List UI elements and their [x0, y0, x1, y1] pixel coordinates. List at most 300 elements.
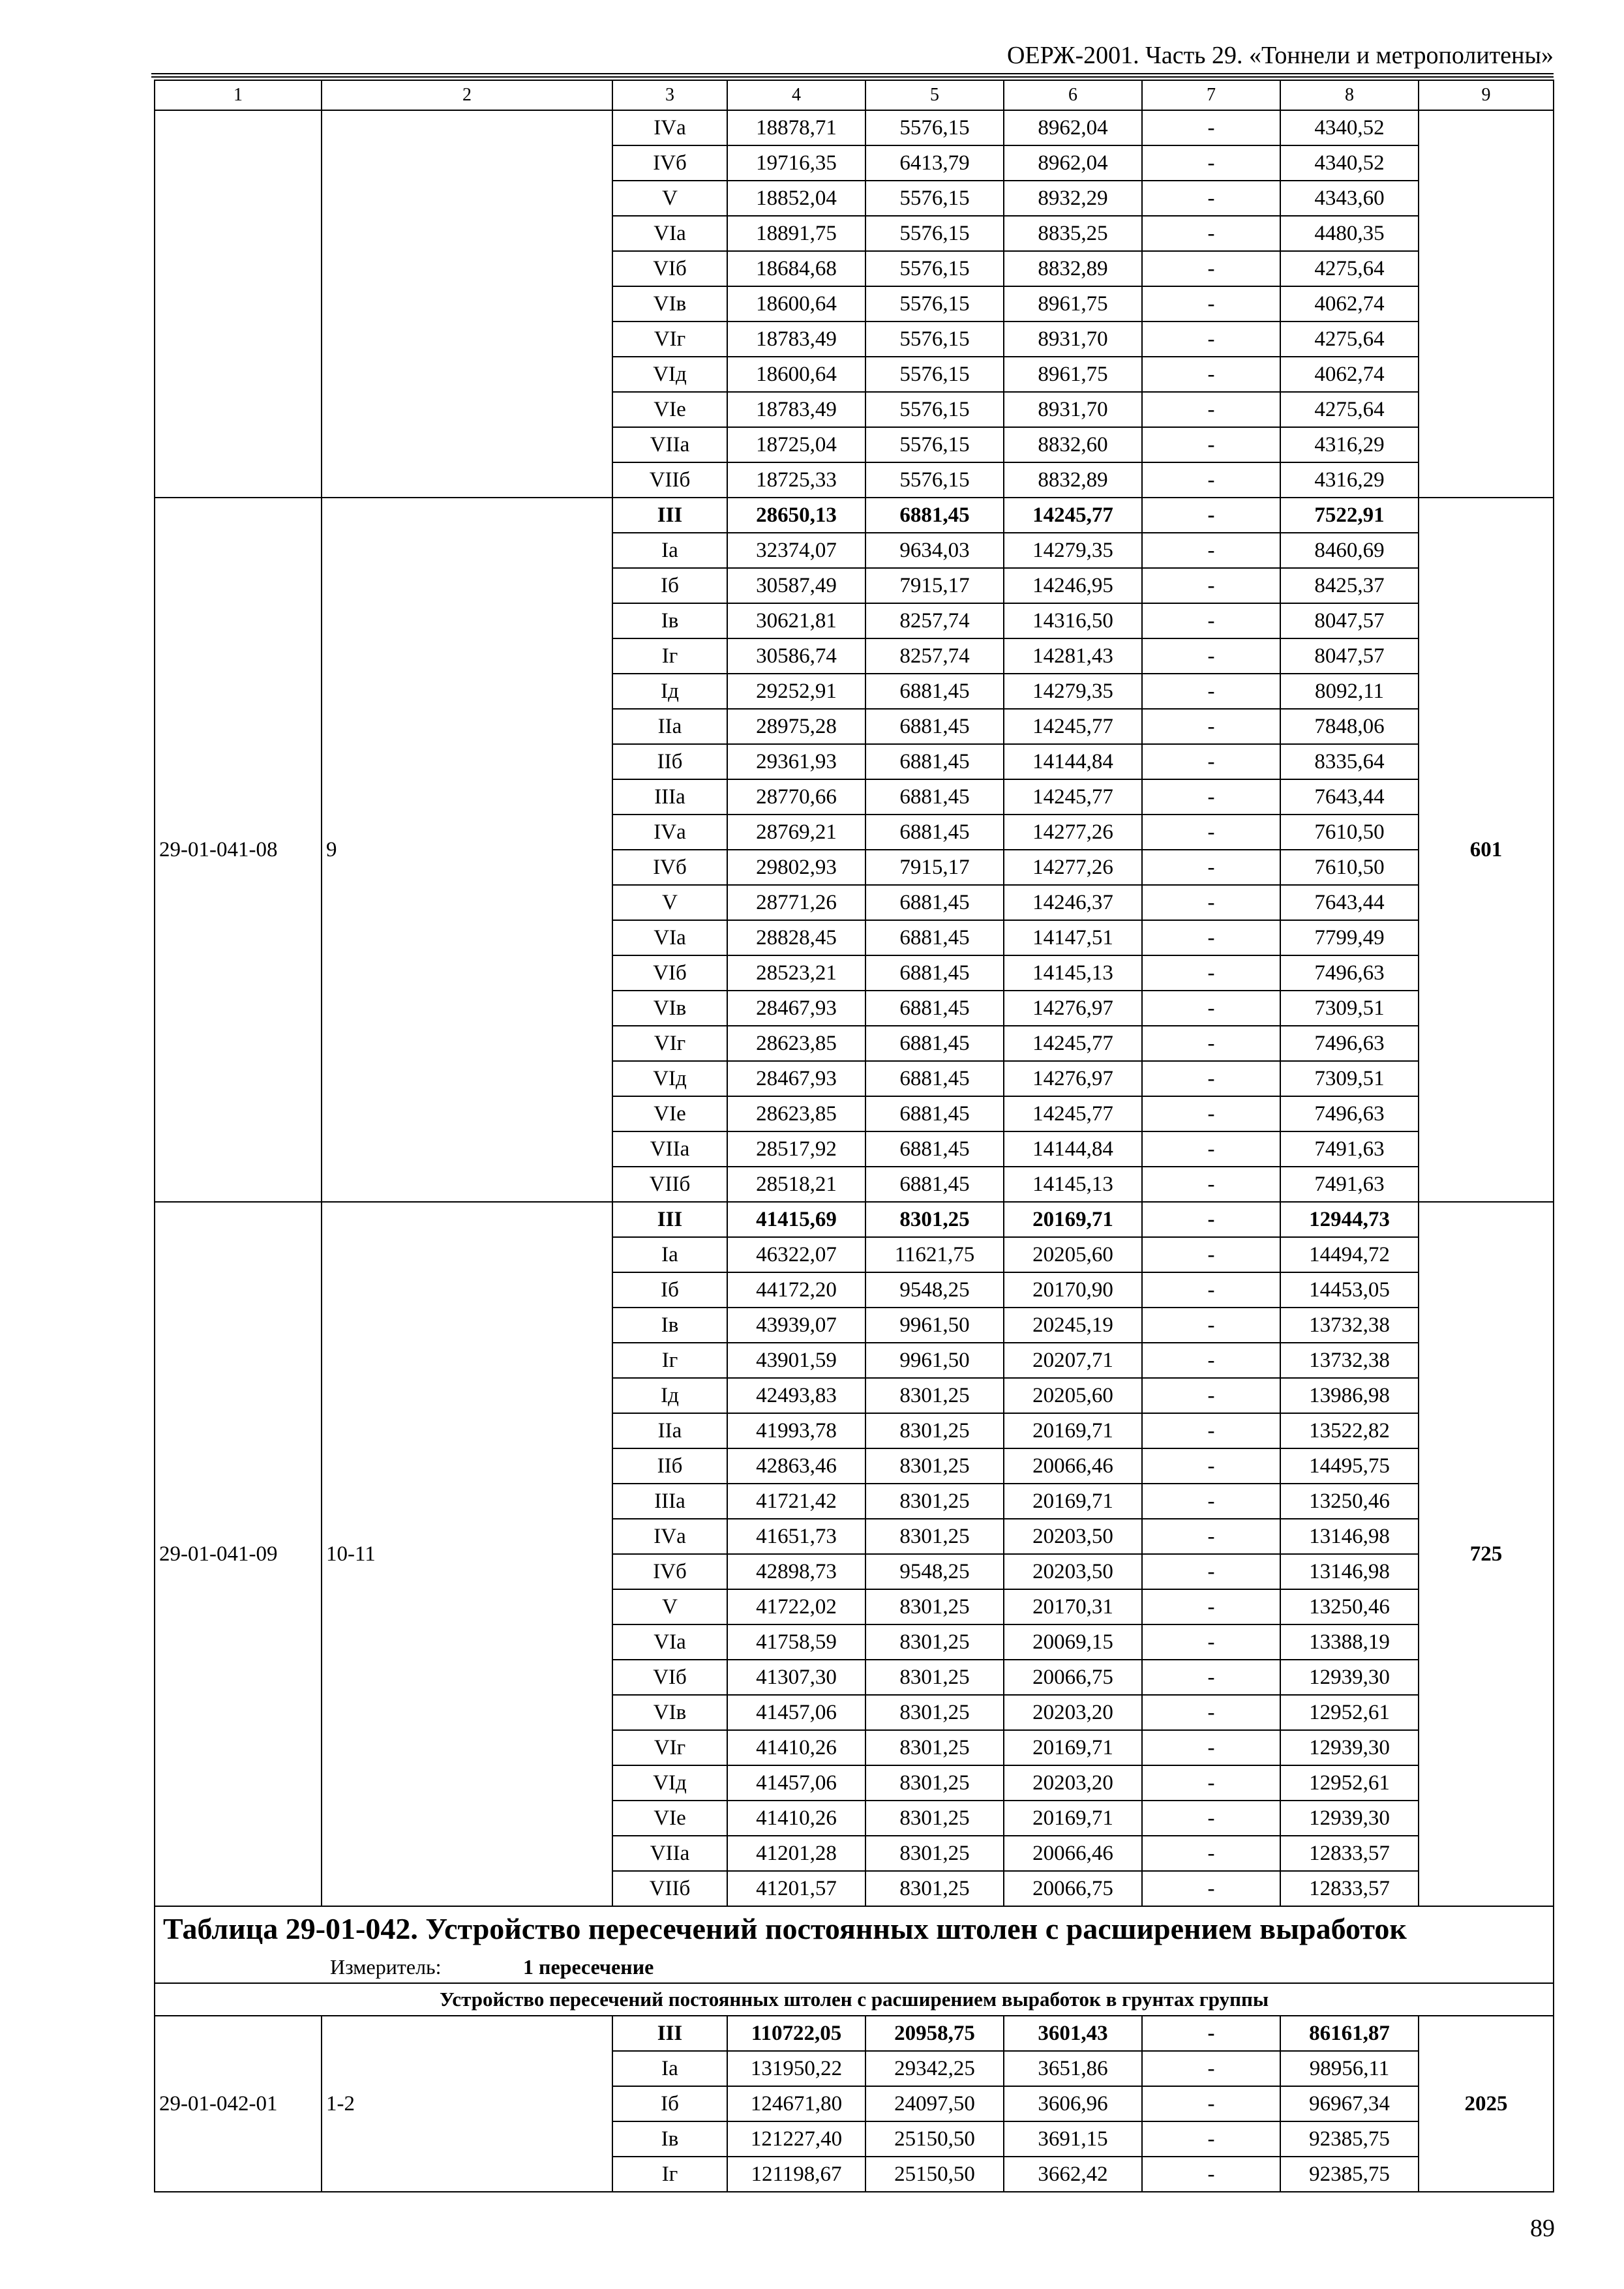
machine-cost: 8931,70	[1004, 392, 1142, 427]
total-cost: 41758,59	[727, 1624, 865, 1660]
machine-cost: 14144,84	[1004, 744, 1142, 779]
incl-wages: -	[1142, 991, 1280, 1026]
total-cost: 43939,07	[727, 1308, 865, 1343]
incl-wages: -	[1142, 885, 1280, 920]
wages: 5576,15	[865, 110, 1004, 145]
total-cost: 42863,46	[727, 1448, 865, 1484]
total-cost: 41415,69	[727, 1202, 865, 1237]
incl-wages: -	[1142, 1378, 1280, 1413]
materials: 7496,63	[1280, 955, 1419, 991]
wages: 8301,25	[865, 1765, 1004, 1801]
machine-cost: 14145,13	[1004, 955, 1142, 991]
materials: 13250,46	[1280, 1484, 1419, 1519]
materials: 7496,63	[1280, 1026, 1419, 1061]
incl-wages: -	[1142, 462, 1280, 498]
wages: 9961,50	[865, 1308, 1004, 1343]
labor-total	[1419, 110, 1554, 498]
wages: 8301,25	[865, 1624, 1004, 1660]
soil-group: IVа	[612, 815, 727, 850]
measure-label: Измеритель:	[330, 1955, 442, 1979]
soil-group: IVа	[612, 1519, 727, 1554]
machine-cost: 20205,60	[1004, 1378, 1142, 1413]
machine-cost: 20170,90	[1004, 1272, 1142, 1308]
wages: 8301,25	[865, 1660, 1004, 1695]
total-cost: 28517,92	[727, 1131, 865, 1167]
wages: 6881,45	[865, 1096, 1004, 1131]
machine-cost: 8962,04	[1004, 145, 1142, 181]
soil-group: IIIа	[612, 779, 727, 815]
total-cost: 18684,68	[727, 251, 865, 286]
incl-wages: -	[1142, 1519, 1280, 1554]
wages: 6881,45	[865, 744, 1004, 779]
incl-wages: -	[1142, 850, 1280, 885]
soil-group: VIв	[612, 286, 727, 322]
soil-group: IVа	[612, 110, 727, 145]
materials: 4062,74	[1280, 357, 1419, 392]
incl-wages: -	[1142, 744, 1280, 779]
wages: 7915,17	[865, 568, 1004, 603]
soil-group: Iд	[612, 674, 727, 709]
total-cost: 131950,22	[727, 2051, 865, 2086]
wages: 8301,25	[865, 1202, 1004, 1237]
section-row	[155, 1983, 1554, 2016]
machine-cost: 20066,46	[1004, 1448, 1142, 1484]
total-cost: 30587,49	[727, 568, 865, 603]
materials: 4343,60	[1280, 181, 1419, 216]
incl-wages: -	[1142, 709, 1280, 744]
incl-wages: -	[1142, 2086, 1280, 2121]
range-cell: 10-11	[322, 1202, 612, 1906]
wages: 6881,45	[865, 709, 1004, 744]
materials: 4340,52	[1280, 145, 1419, 181]
rates-table	[154, 80, 1554, 2192]
machine-cost: 20245,19	[1004, 1308, 1142, 1343]
incl-wages: -	[1142, 568, 1280, 603]
materials: 12952,61	[1280, 1765, 1419, 1801]
incl-wages: -	[1142, 427, 1280, 462]
incl-wages: -	[1142, 1660, 1280, 1695]
soil-group: VIв	[612, 991, 727, 1026]
materials: 13146,98	[1280, 1519, 1419, 1554]
soil-group: Iг	[612, 1343, 727, 1378]
total-cost: 32374,07	[727, 533, 865, 568]
table-title-row	[155, 1906, 1554, 1951]
total-cost: 124671,80	[727, 2086, 865, 2121]
machine-cost: 14279,35	[1004, 674, 1142, 709]
soil-group: VIе	[612, 1096, 727, 1131]
materials: 4062,74	[1280, 286, 1419, 322]
soil-group: VIа	[612, 216, 727, 251]
soil-group: IIб	[612, 744, 727, 779]
incl-wages: -	[1142, 1061, 1280, 1096]
soil-group: Iа	[612, 533, 727, 568]
incl-wages: -	[1142, 2121, 1280, 2157]
soil-group: VIг	[612, 1730, 727, 1765]
total-cost: 29252,91	[727, 674, 865, 709]
total-cost: 18852,04	[727, 181, 865, 216]
table-row	[155, 2016, 1554, 2051]
soil-group: IVб	[612, 850, 727, 885]
labor-total: 601	[1419, 498, 1554, 1202]
materials: 7643,44	[1280, 779, 1419, 815]
machine-cost: 14316,50	[1004, 603, 1142, 638]
total-cost: 43901,59	[727, 1343, 865, 1378]
total-cost: 19716,35	[727, 145, 865, 181]
wages: 20958,75	[865, 2016, 1004, 2051]
total-cost: 18783,49	[727, 322, 865, 357]
materials: 8092,11	[1280, 674, 1419, 709]
incl-wages: -	[1142, 2016, 1280, 2051]
wages: 6881,45	[865, 779, 1004, 815]
materials: 13250,46	[1280, 1589, 1419, 1624]
wages: 8301,25	[865, 1801, 1004, 1836]
wages: 8301,25	[865, 1378, 1004, 1413]
total-cost: 41307,30	[727, 1660, 865, 1695]
total-cost: 28771,26	[727, 885, 865, 920]
soil-group: V	[612, 885, 727, 920]
col-num: 8	[1280, 80, 1419, 110]
wages: 8301,25	[865, 1589, 1004, 1624]
soil-group: Iб	[612, 2086, 727, 2121]
total-cost: 28523,21	[727, 955, 865, 991]
total-cost: 18891,75	[727, 216, 865, 251]
materials: 7309,51	[1280, 1061, 1419, 1096]
materials: 4275,64	[1280, 322, 1419, 357]
incl-wages: -	[1142, 1026, 1280, 1061]
machine-cost: 8931,70	[1004, 322, 1142, 357]
machine-cost: 14277,26	[1004, 815, 1142, 850]
machine-cost: 20169,71	[1004, 1484, 1142, 1519]
materials: 12952,61	[1280, 1695, 1419, 1730]
total-cost: 29802,93	[727, 850, 865, 885]
soil-group: III	[612, 1202, 727, 1237]
total-cost: 42898,73	[727, 1554, 865, 1589]
machine-cost: 20066,75	[1004, 1660, 1142, 1695]
wages: 8301,25	[865, 1695, 1004, 1730]
machine-cost: 8961,75	[1004, 357, 1142, 392]
soil-group: VIа	[612, 1624, 727, 1660]
materials: 4340,52	[1280, 110, 1419, 145]
total-cost: 18783,49	[727, 392, 865, 427]
materials: 8047,57	[1280, 638, 1419, 674]
soil-group: IVб	[612, 145, 727, 181]
soil-group: VIе	[612, 1801, 727, 1836]
incl-wages: -	[1142, 955, 1280, 991]
incl-wages: -	[1142, 392, 1280, 427]
incl-wages: -	[1142, 1413, 1280, 1448]
machine-cost: 14245,77	[1004, 1026, 1142, 1061]
total-cost: 29361,93	[727, 744, 865, 779]
wages: 29342,25	[865, 2051, 1004, 2086]
incl-wages: -	[1142, 1448, 1280, 1484]
wages: 6881,45	[865, 498, 1004, 533]
soil-group: Iб	[612, 1272, 727, 1308]
total-cost: 44172,20	[727, 1272, 865, 1308]
machine-cost: 20207,71	[1004, 1343, 1142, 1378]
rate-code: 29-01-042-01	[155, 2016, 322, 2192]
soil-group: IIа	[612, 1413, 727, 1448]
incl-wages: -	[1142, 1801, 1280, 1836]
total-cost: 41457,06	[727, 1695, 865, 1730]
incl-wages: -	[1142, 1871, 1280, 1906]
materials: 7799,49	[1280, 920, 1419, 955]
incl-wages: -	[1142, 533, 1280, 568]
soil-group: IIIа	[612, 1484, 727, 1519]
materials: 12833,57	[1280, 1871, 1419, 1906]
wages: 5576,15	[865, 181, 1004, 216]
materials: 12939,30	[1280, 1730, 1419, 1765]
wages: 6881,45	[865, 674, 1004, 709]
wages: 5576,15	[865, 286, 1004, 322]
materials: 13522,82	[1280, 1413, 1419, 1448]
range-cell	[322, 110, 612, 498]
incl-wages: -	[1142, 1554, 1280, 1589]
materials: 13732,38	[1280, 1308, 1419, 1343]
machine-cost: 14245,77	[1004, 498, 1142, 533]
wages: 9548,25	[865, 1272, 1004, 1308]
materials: 4275,64	[1280, 392, 1419, 427]
wages: 5576,15	[865, 251, 1004, 286]
materials: 12939,30	[1280, 1801, 1419, 1836]
machine-cost: 20066,46	[1004, 1836, 1142, 1871]
materials: 13388,19	[1280, 1624, 1419, 1660]
wages: 8301,25	[865, 1484, 1004, 1519]
soil-group: V	[612, 1589, 727, 1624]
total-cost: 28770,66	[727, 779, 865, 815]
incl-wages: -	[1142, 498, 1280, 533]
machine-cost: 14144,84	[1004, 1131, 1142, 1167]
materials: 8047,57	[1280, 603, 1419, 638]
wages: 5576,15	[865, 392, 1004, 427]
machine-cost: 3651,86	[1004, 2051, 1142, 2086]
machine-cost: 14145,13	[1004, 1167, 1142, 1202]
incl-wages: -	[1142, 1624, 1280, 1660]
materials: 92385,75	[1280, 2157, 1419, 2192]
wages: 6881,45	[865, 955, 1004, 991]
total-cost: 18878,71	[727, 110, 865, 145]
wages: 8257,74	[865, 603, 1004, 638]
incl-wages: -	[1142, 110, 1280, 145]
total-cost: 18725,04	[727, 427, 865, 462]
wages: 8301,25	[865, 1836, 1004, 1871]
wages: 8301,25	[865, 1448, 1004, 1484]
machine-cost: 20203,50	[1004, 1554, 1142, 1589]
labor-total: 725	[1419, 1202, 1554, 1906]
rate-code: 29-01-041-08	[155, 498, 322, 1202]
table-row	[155, 1202, 1554, 1237]
soil-group: Iа	[612, 2051, 727, 2086]
incl-wages: -	[1142, 1131, 1280, 1167]
incl-wages: -	[1142, 1765, 1280, 1801]
machine-cost: 14246,37	[1004, 885, 1142, 920]
incl-wages: -	[1142, 1695, 1280, 1730]
total-cost: 41457,06	[727, 1765, 865, 1801]
incl-wages: -	[1142, 286, 1280, 322]
soil-group: Iа	[612, 1237, 727, 1272]
total-cost: 18725,33	[727, 462, 865, 498]
soil-group: Iв	[612, 2121, 727, 2157]
total-cost: 41651,73	[727, 1519, 865, 1554]
wages: 8301,25	[865, 1519, 1004, 1554]
incl-wages: -	[1142, 181, 1280, 216]
col-num: 4	[727, 80, 865, 110]
incl-wages: -	[1142, 2157, 1280, 2192]
incl-wages: -	[1142, 1237, 1280, 1272]
machine-cost: 8832,89	[1004, 462, 1142, 498]
machine-cost: 14245,77	[1004, 709, 1142, 744]
wages: 24097,50	[865, 2086, 1004, 2121]
measure-cell	[155, 1951, 1554, 1983]
total-cost: 41721,42	[727, 1484, 865, 1519]
materials: 4316,29	[1280, 427, 1419, 462]
materials: 7491,63	[1280, 1167, 1419, 1202]
materials: 8460,69	[1280, 533, 1419, 568]
total-cost: 30621,81	[727, 603, 865, 638]
wages: 6881,45	[865, 815, 1004, 850]
range-cell: 1-2	[322, 2016, 612, 2192]
total-cost: 121198,67	[727, 2157, 865, 2192]
wages: 9634,03	[865, 533, 1004, 568]
materials: 4275,64	[1280, 251, 1419, 286]
machine-cost: 14281,43	[1004, 638, 1142, 674]
incl-wages: -	[1142, 1167, 1280, 1202]
wages: 9961,50	[865, 1343, 1004, 1378]
labor-total: 2025	[1419, 2016, 1554, 2192]
table-row	[155, 498, 1554, 533]
page-number: 89	[1530, 2215, 1555, 2242]
wages: 5576,15	[865, 427, 1004, 462]
soil-group: VIг	[612, 322, 727, 357]
soil-group: VIд	[612, 357, 727, 392]
wages: 8301,25	[865, 1871, 1004, 1906]
soil-group: Iг	[612, 2157, 727, 2192]
incl-wages: -	[1142, 815, 1280, 850]
soil-group: Iг	[612, 638, 727, 674]
materials: 14453,05	[1280, 1272, 1419, 1308]
wages: 8301,25	[865, 1413, 1004, 1448]
materials: 7643,44	[1280, 885, 1419, 920]
incl-wages: -	[1142, 357, 1280, 392]
incl-wages: -	[1142, 603, 1280, 638]
wages: 25150,50	[865, 2157, 1004, 2192]
soil-group: VIб	[612, 955, 727, 991]
soil-group: Iд	[612, 1378, 727, 1413]
incl-wages: -	[1142, 216, 1280, 251]
incl-wages: -	[1142, 2051, 1280, 2086]
machine-cost: 3601,43	[1004, 2016, 1142, 2051]
soil-group: IIб	[612, 1448, 727, 1484]
wages: 6881,45	[865, 885, 1004, 920]
wages: 6881,45	[865, 1167, 1004, 1202]
soil-group: V	[612, 181, 727, 216]
total-cost: 121227,40	[727, 2121, 865, 2157]
materials: 12833,57	[1280, 1836, 1419, 1871]
col-num: 6	[1004, 80, 1142, 110]
rate-blocks	[155, 110, 1554, 2192]
machine-cost: 20169,71	[1004, 1202, 1142, 1237]
materials: 7848,06	[1280, 709, 1419, 744]
machine-cost: 20203,20	[1004, 1765, 1142, 1801]
measure-row	[155, 1951, 1554, 1983]
total-cost: 28769,21	[727, 815, 865, 850]
incl-wages: -	[1142, 1202, 1280, 1237]
total-cost: 18600,64	[727, 286, 865, 322]
materials: 13146,98	[1280, 1554, 1419, 1589]
soil-group: Iв	[612, 1308, 727, 1343]
soil-group: VIб	[612, 251, 727, 286]
machine-cost: 20069,15	[1004, 1624, 1142, 1660]
soil-group: VIб	[612, 1660, 727, 1695]
soil-group: Iв	[612, 603, 727, 638]
wages: 25150,50	[865, 2121, 1004, 2157]
total-cost: 41201,57	[727, 1871, 865, 1906]
total-cost: 28467,93	[727, 991, 865, 1026]
wages: 6881,45	[865, 1061, 1004, 1096]
col-num: 1	[155, 80, 322, 110]
materials: 7309,51	[1280, 991, 1419, 1026]
wages: 6413,79	[865, 145, 1004, 181]
machine-cost: 14245,77	[1004, 1096, 1142, 1131]
wages: 5576,15	[865, 357, 1004, 392]
soil-group: III	[612, 2016, 727, 2051]
soil-group: VIв	[612, 1695, 727, 1730]
materials: 7491,63	[1280, 1131, 1419, 1167]
incl-wages: -	[1142, 1730, 1280, 1765]
column-number-row	[155, 80, 1554, 110]
total-cost: 41722,02	[727, 1589, 865, 1624]
total-cost: 28518,21	[727, 1167, 865, 1202]
incl-wages: -	[1142, 1272, 1280, 1308]
machine-cost: 14277,26	[1004, 850, 1142, 885]
materials: 4316,29	[1280, 462, 1419, 498]
soil-group: VIе	[612, 392, 727, 427]
soil-group: VIIа	[612, 427, 727, 462]
machine-cost: 20066,75	[1004, 1871, 1142, 1906]
soil-group: VIIб	[612, 1871, 727, 1906]
incl-wages: -	[1142, 322, 1280, 357]
total-cost: 28828,45	[727, 920, 865, 955]
soil-group: III	[612, 498, 727, 533]
wages: 8301,25	[865, 1730, 1004, 1765]
incl-wages: -	[1142, 1484, 1280, 1519]
materials: 7610,50	[1280, 815, 1419, 850]
materials: 7496,63	[1280, 1096, 1419, 1131]
soil-group: VIIб	[612, 462, 727, 498]
range-cell: 9	[322, 498, 612, 1202]
wages: 7915,17	[865, 850, 1004, 885]
col-num: 2	[322, 80, 612, 110]
materials: 8425,37	[1280, 568, 1419, 603]
incl-wages: -	[1142, 1836, 1280, 1871]
incl-wages: -	[1142, 638, 1280, 674]
incl-wages: -	[1142, 920, 1280, 955]
total-cost: 30586,74	[727, 638, 865, 674]
machine-cost: 8932,29	[1004, 181, 1142, 216]
wages: 8257,74	[865, 638, 1004, 674]
soil-group: VIа	[612, 920, 727, 955]
wages: 6881,45	[865, 991, 1004, 1026]
materials: 7610,50	[1280, 850, 1419, 885]
wages: 5576,15	[865, 462, 1004, 498]
materials: 14494,72	[1280, 1237, 1419, 1272]
rate-code: 29-01-041-09	[155, 1202, 322, 1906]
machine-cost: 8961,75	[1004, 286, 1142, 322]
total-cost: 18600,64	[727, 357, 865, 392]
machine-cost: 8962,04	[1004, 110, 1142, 145]
incl-wages: -	[1142, 251, 1280, 286]
machine-cost: 8832,89	[1004, 251, 1142, 286]
machine-cost: 14147,51	[1004, 920, 1142, 955]
